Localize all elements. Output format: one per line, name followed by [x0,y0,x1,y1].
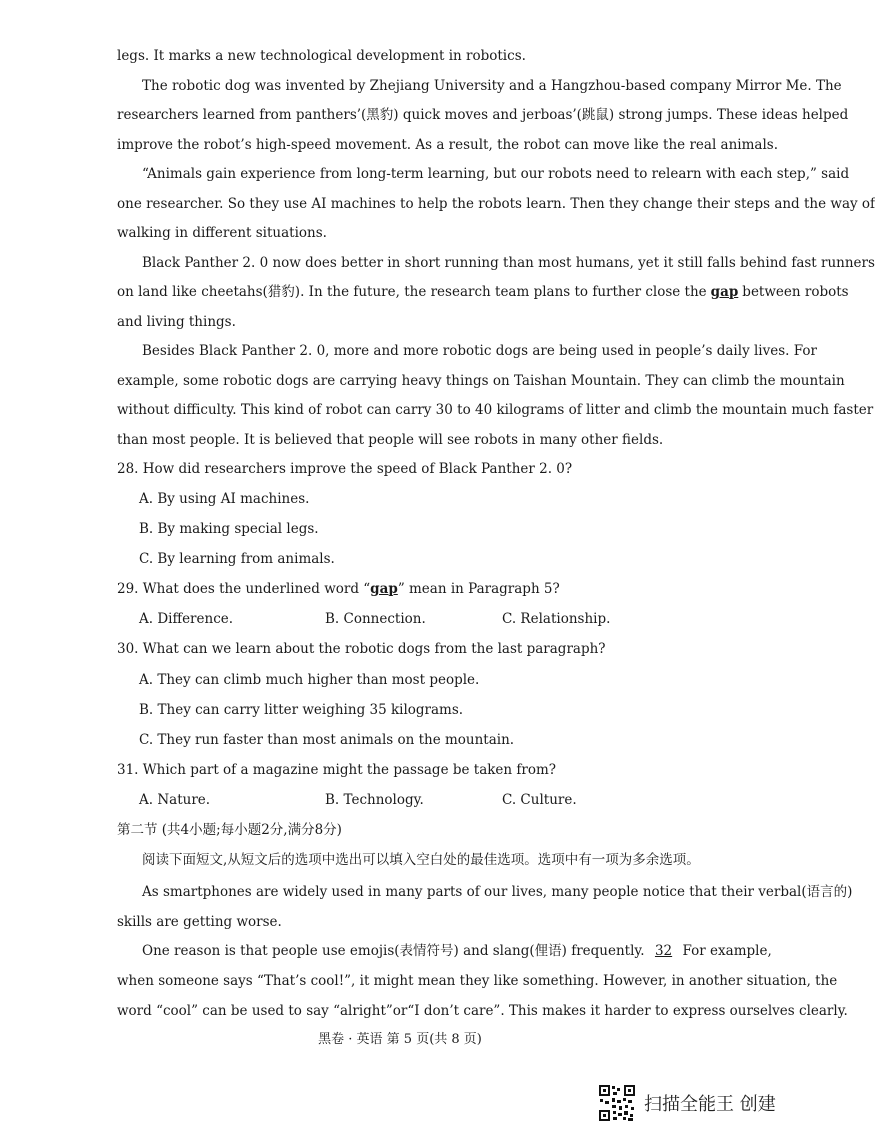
option-29-a: A. Difference. [139,611,234,627]
option-28-c: C. By learning from animals. [139,551,335,567]
underlined-word-gap: gap [370,581,398,597]
passage-text: on land like cheetahs(猎豹). In the future, the research team plans to further close the [117,284,707,300]
question-28: 28. How did researchers improve the speed of Black Panther 2. 0? [117,461,573,477]
passage-line: The robotic dog was invented by Zhejiang University and a Hangzhou-based company Mirror Me. The [142,78,842,94]
passage-line: one researcher. So they use AI machines to help the robots learn. Then they change their steps and the way of [117,196,875,212]
page-footer: 黑卷 · 英语 第 5 页(共 8 页) [318,1032,482,1047]
question-29-text: 29. What does the underlined word “ [117,581,371,597]
passage-line: without difficulty. This kind of robot can carry 30 to 40 kilograms of litter and climb the mountain much faster [117,402,874,418]
passage-line: word “cool” can be used to say “alright”or“I don’t care”. This makes it harder to express ourselves clearly. [117,1003,848,1019]
passage-line: legs. It marks a new technological development in robotics. [117,48,526,64]
option-29-b: B. Connection. [325,611,426,627]
passage-text: One reason is that people use emojis(表情符号) and slang(俚语) frequently. [142,943,645,959]
passage-line [117,283,849,301]
section-heading: 第二节 (共4小题;每小题2分,满分8分) [117,822,342,838]
underlined-word-gap: gap [710,284,739,300]
section-instructions: 阅读下面短文,从短文后的选项中选出可以填入空白处的最佳选项。选项中有一项为多余选项。 [142,852,700,868]
blank-32: 32 [654,943,673,959]
passage-line: As smartphones are widely used in many parts of our lives, many people notice that their verbal(语言的) [142,884,853,900]
scanner-watermark-text: 扫描全能王 创建 [644,1094,776,1115]
option-31-b: B. Technology. [325,792,424,808]
option-30-a: A. They can climb much higher than most people. [139,672,480,688]
scanner-watermark [598,1083,788,1123]
passage-line: “Animals gain experience from long-term learning, but our robots need to relearn with each step,” said [142,166,850,182]
passage-line: skills are getting worse. [117,914,282,930]
passage-line: Black Panther 2. 0 now does better in short running than most humans, yet it still falls behind fast runners [142,255,875,271]
passage-line: than most people. It is believed that people will see robots in many other fields. [117,432,664,448]
question-30: 30. What can we learn about the robotic dogs from the last paragraph? [117,641,606,657]
passage-line: researchers learned from panthers’(黑豹) quick moves and jerboas’(跳鼠) strong jumps. These ideas helped [117,107,849,123]
option-30-c: C. They run faster than most animals on the mountain. [139,732,515,748]
passage-line [142,942,772,960]
option-31-a: A. Nature. [139,792,211,808]
passage-text: between robots [742,284,849,300]
passage-text: For example, [682,943,772,959]
option-30-b: B. They can carry litter weighing 35 kilograms. [139,702,464,718]
passage-line: walking in different situations. [117,225,327,241]
option-28-b: B. By making special legs. [139,521,319,537]
question-29-text: ” mean in Paragraph 5? [397,581,560,597]
passage-line: improve the robot’s high-speed movement. As a result, the robot can move like the real animals. [117,137,779,153]
qr-code-icon [598,1084,636,1122]
question-29 [117,580,560,598]
passage-line: Besides Black Panther 2. 0, more and more robotic dogs are being used in people’s daily lives. For [142,343,817,359]
passage-line: when someone says “That’s cool!”, it might mean they like something. However, in another situation, the [117,973,838,989]
passage-line: and living things. [117,314,236,330]
question-31: 31. Which part of a magazine might the passage be taken from? [117,762,557,778]
option-31-c: C. Culture. [502,792,577,808]
passage-line: example, some robotic dogs are carrying heavy things on Taishan Mountain. They can climb the mountain [117,373,845,389]
option-29-c: C. Relationship. [502,611,611,627]
option-28-a: A. By using AI machines. [139,491,310,507]
